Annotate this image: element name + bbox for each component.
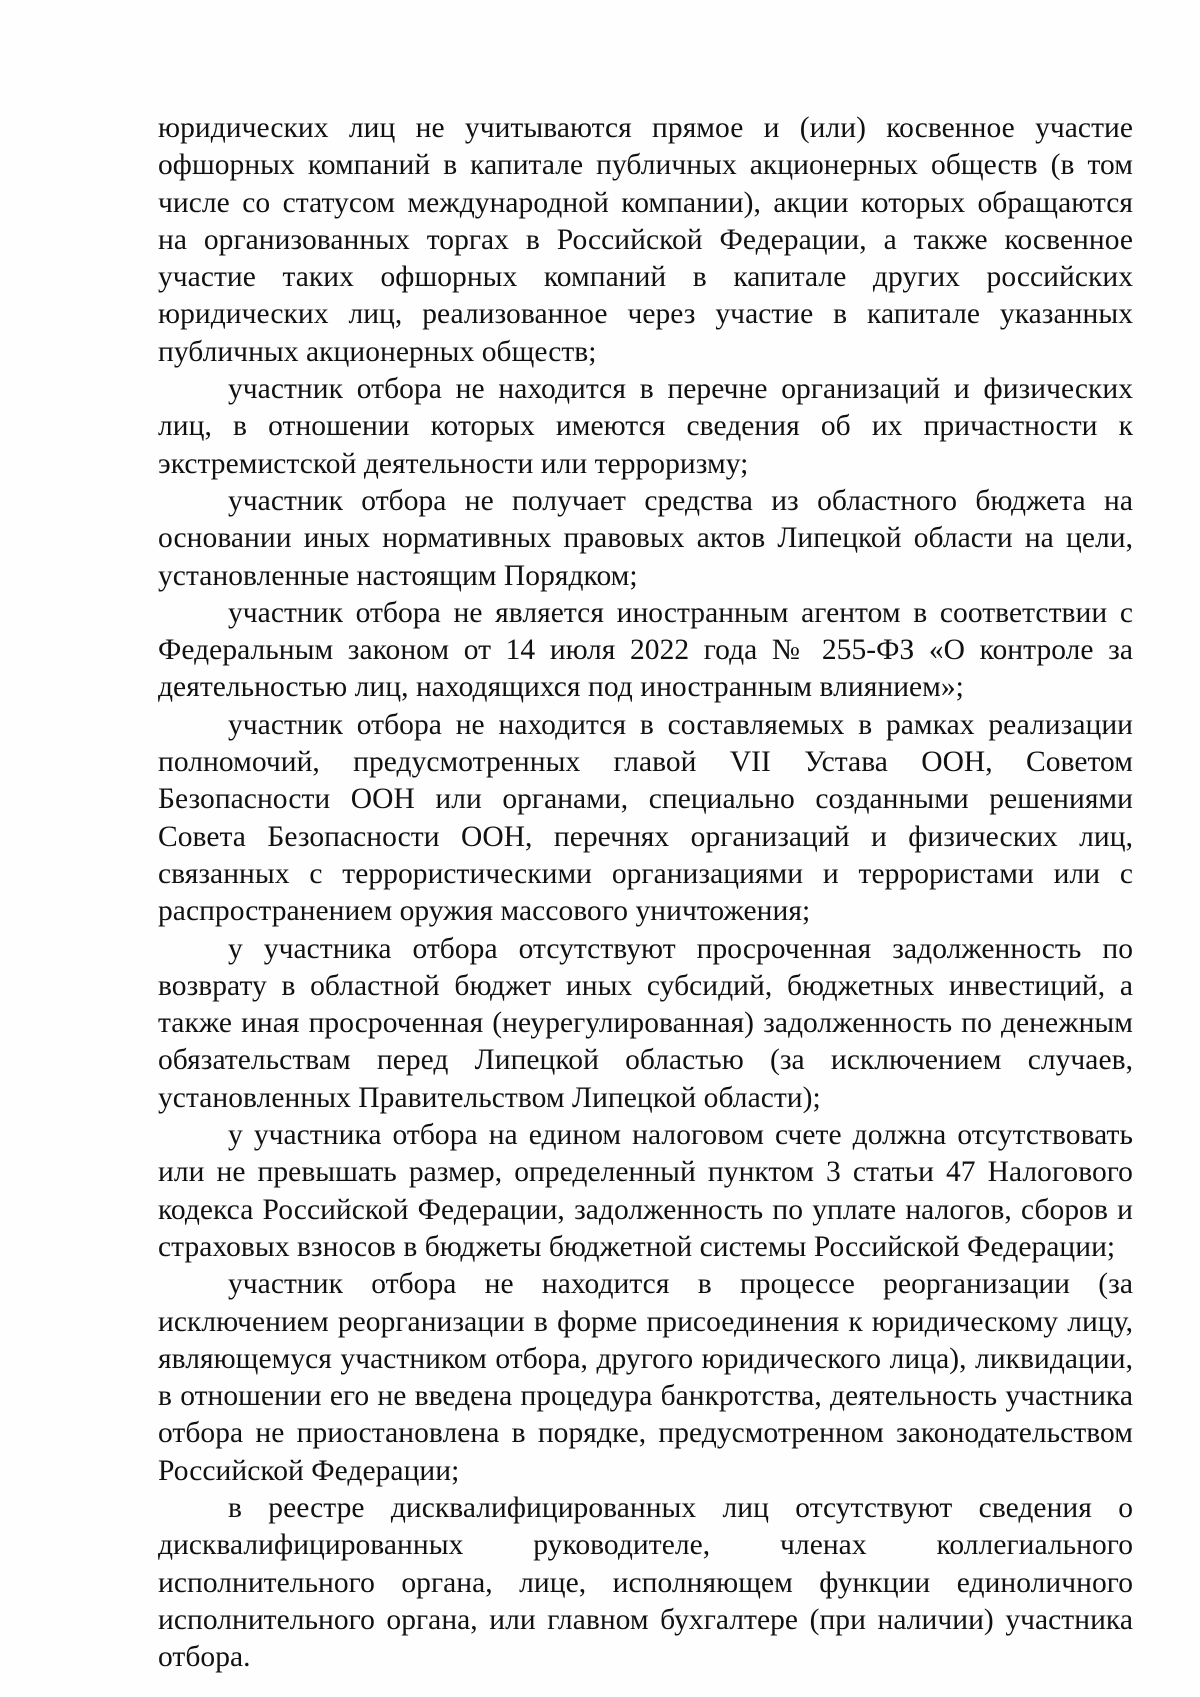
paragraph-foreign-agent: участник отбора не является иностранным агентом в соответствии с Федеральным законом от 14 июля 2022 года № 255-ФЗ «О контроле за деятельностью лиц, находящихся под иностранным влиянием»; bbox=[158, 596, 1133, 704]
paragraph-tax-debt: у участника отбора на едином налоговом счете должна отсутствовать или не превышать размер, определенный пунктом 3 статьи 47 Налогового кодекса Российской Федерации, задолженность по уплате налогов, сборов и страховых взносов в бюджеты бюджетной системы Российской Федерации; bbox=[158, 1119, 1133, 1263]
paragraph-un-sanctions: участник отбора не находится в составляемых в рамках реализации полномочий, предусмотренных главой VII Устава ООН, Советом Безопасности ООН или органами, специально созданными решениями Совета Безопасности ООН, перечнях организаций и физических лиц, связанных с террористическими организациями и террористами или с распространением оружия массового уничтожения; bbox=[158, 708, 1133, 928]
document-body bbox=[158, 110, 1133, 1676]
paragraph-offshore-participation: юридических лиц не учитываются прямое и (или) косвенное участие офшорных компаний в капитале публичных акционерных обществ (в том числе со статусом международной компании), акции которых обращаются на организованных торгах в Российской Федерации, а также косвенное участие таких офшорных компаний в капитале других российских юридических лиц, реализованное через участие в капитале указанных публичных акционерных обществ; bbox=[158, 112, 1133, 368]
paragraph-disqualified-persons: в реестре дисквалифицированных лиц отсутствуют сведения о дисквалифицированных руководителе, членах коллегиального исполнительного органа, лице, исполняющем функции единоличного исполнительного органа, или главном бухгалтере (при наличии) участника отбора. bbox=[158, 1491, 1133, 1674]
paragraph-extremism-list: участник отбора не находится в перечне организаций и физических лиц, в отношении которых имеются сведения об их причастности к экстремистской деятельности или терроризму; bbox=[158, 373, 1133, 480]
paragraph-no-other-funding: участник отбора не получает средства из областного бюджета на основании иных нормативных правовых актов Липецкой области на цели, установленные настоящим Порядком; bbox=[158, 484, 1133, 592]
paragraph-reorganization: участник отбора не находится в процессе реорганизации (за исключением реорганизации в форме присоединения к юридическому лицу, являющемуся участником отбора, другого юридического лица), ликвидации, в отношении его не введена процедура банкротства, деятельность участника отбора не приостановлена в порядке, предусмотренном законодательством Российской Федерации; bbox=[158, 1268, 1133, 1487]
paragraph-overdue-debt: у участника отбора отсутствуют просроченная задолженность по возврату в областной бюджет иных субсидий, бюджетных инвестиций, а также иная просроченная (неурегулированная) задолженность по денежным обязательствам перед Липецкой областью (за исключением случаев, установленных Правительством Липецкой области); bbox=[158, 932, 1133, 1114]
